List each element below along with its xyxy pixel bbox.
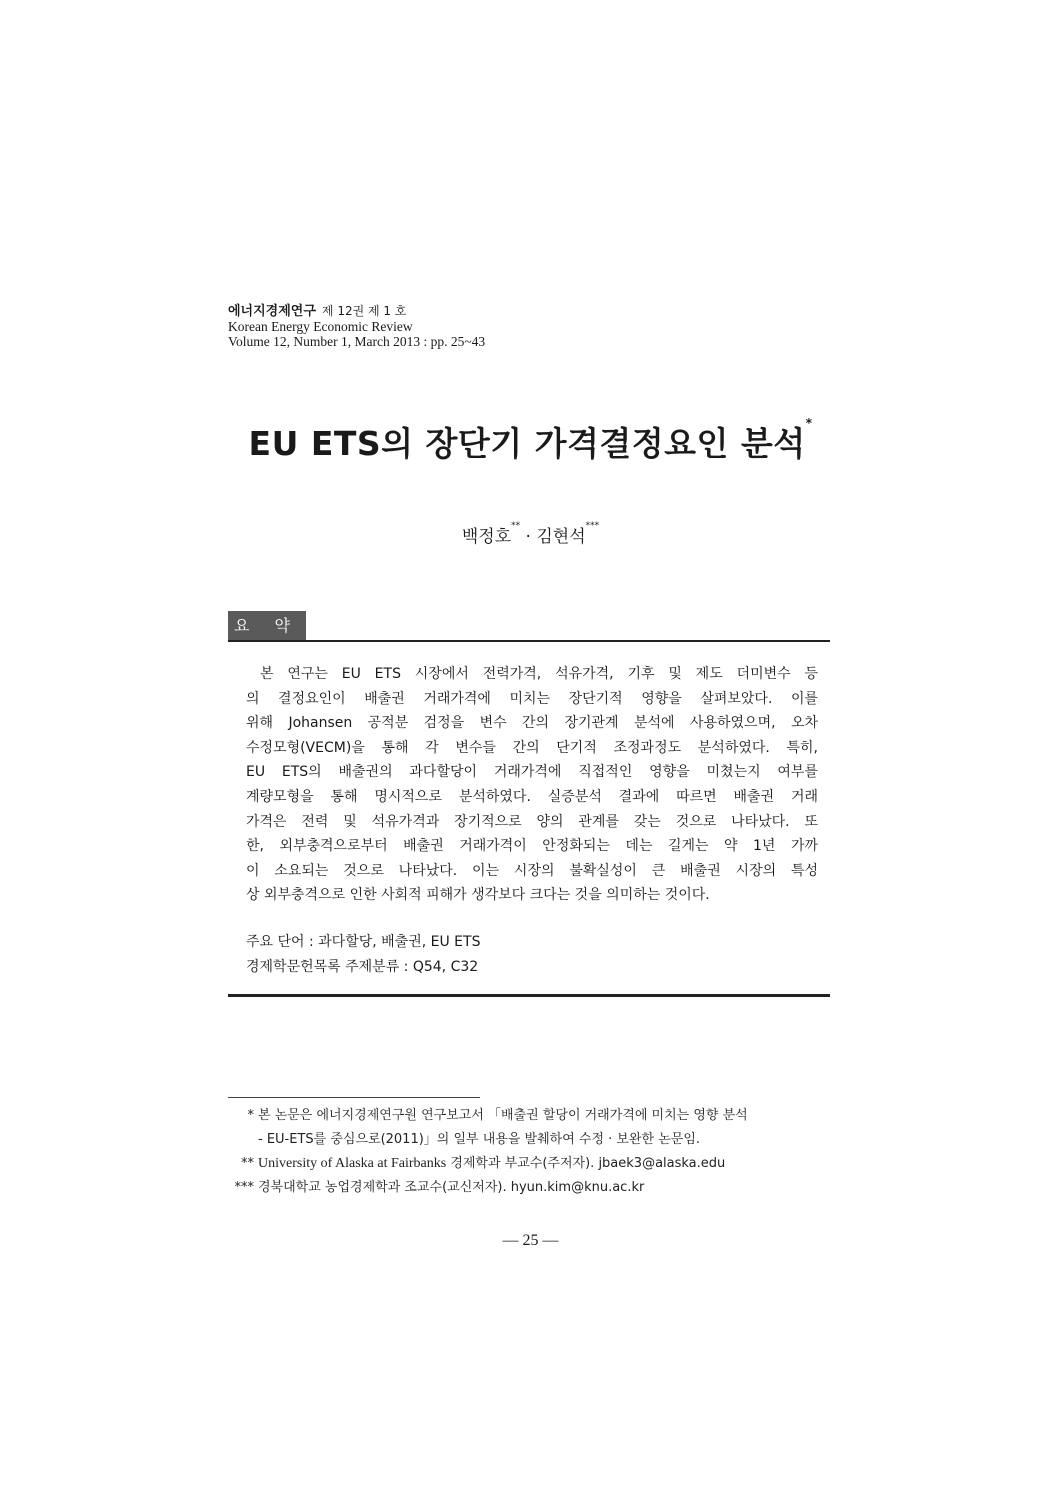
abstract-line: 가격은 전력 및 석유가격과 장기적으로 양의 관계를 갖는 것으로 나타났다. 또 bbox=[246, 813, 818, 830]
abstract-line: 상 외부충격으로 인한 사회적 피해가 생각보다 크다는 것을 의미하는 것이다. bbox=[246, 887, 710, 904]
paper-title bbox=[0, 418, 1061, 465]
title-footnote-marker: * bbox=[805, 416, 813, 430]
footnote-3-text: 경북대학교 농업경제학과 조교수(교신저자). hyun.kim@knu.ac.kr bbox=[258, 1180, 645, 1195]
abstract-top-rule bbox=[228, 640, 830, 642]
author-2: 김현석 bbox=[536, 527, 586, 547]
footnote-rule bbox=[228, 1097, 480, 1098]
abstract-body bbox=[246, 662, 818, 908]
journal-name-en: Korean Energy Economic Review bbox=[228, 319, 413, 334]
author-2-marker: *** bbox=[585, 521, 600, 531]
journal-volume-kr: 제 12권 제 1 호 bbox=[321, 304, 407, 318]
abstract-line: 계량모형을 통해 명시적으로 분석하였다. 실증분석 결과에 따르면 배출권 거래 bbox=[246, 788, 818, 805]
abstract-line: 수정모형(VECM)을 통해 각 변수들 간의 단기적 조정과정도 분석하였다. 특히, bbox=[246, 739, 818, 756]
footnote-1-continuation: - EU-ETS를 중심으로(2011)」의 일부 내용을 발췌하여 수정 · 보완한 논문임. bbox=[258, 1132, 701, 1147]
abstract-line: 본 연구는 EU ETS 시장에서 전력가격, 석유가격, 기후 및 제도 더미변수 등 bbox=[260, 666, 818, 682]
journal-name-line bbox=[228, 304, 485, 319]
abstract-line: EU ETS의 배출권의 과다할당이 거래가격에 직접적인 영향을 미쳤는지 여부를 bbox=[246, 764, 818, 781]
keywords-line: 주요 단어 : 과다할당, 배출권, EU ETS bbox=[246, 934, 481, 950]
keywords-block bbox=[246, 930, 480, 980]
journal-name-kr: 에너지경제연구 bbox=[228, 304, 316, 319]
footnote-2-text: 경제학과 부교수(주저자). jbaek3@alaska.edu bbox=[446, 1156, 726, 1171]
footnote-1 bbox=[232, 1104, 748, 1128]
footnote-2-marker: ** bbox=[241, 1156, 254, 1171]
footnote-3-marker: *** bbox=[234, 1180, 254, 1195]
jel-classification-line: 경제학문헌목록 주제분류 : Q54, C32 bbox=[246, 959, 479, 975]
footnotes bbox=[232, 1104, 748, 1200]
abstract-line: 의 결정요인이 배출권 거래가격에 미치는 장단기적 영향을 살펴보았다. 이를 bbox=[246, 690, 818, 707]
author-1: 백정호 bbox=[461, 527, 512, 547]
journal-header bbox=[228, 304, 485, 349]
abstract-line: 한, 외부충격으로부터 배출권 거래가격이 안정화되는 데는 길게는 약 1년 가까 bbox=[246, 838, 818, 855]
footnote-3 bbox=[232, 1176, 748, 1200]
footnote-1-line-1: 본 논문은 에너지경제연구원 연구보고서 「배출권 할당이 거래가격에 미치는 영향 분석 bbox=[258, 1108, 748, 1123]
abstract-bottom-rule bbox=[228, 994, 830, 997]
abstract-line: 위해 Johansen 공적분 검정을 변수 간의 장기관계 분석에 사용하였으며, 오차 bbox=[246, 715, 818, 732]
journal-issue-line: Volume 12, Number 1, March 2013 : pp. 25~43 bbox=[228, 334, 486, 349]
author-1-marker: ** bbox=[511, 521, 521, 531]
author-line bbox=[0, 522, 1061, 547]
abstract-line: 이 소요되는 것으로 나타났다. 이는 시장의 불확실성이 큰 배출권 시장의 특성 bbox=[246, 862, 818, 879]
footnote-1-marker: * bbox=[247, 1108, 254, 1123]
footnote-2 bbox=[232, 1152, 748, 1176]
author-separator: · bbox=[520, 527, 537, 547]
abstract-label: 요 약 bbox=[228, 611, 306, 641]
footnote-2-affiliation: University of Alaska at Fairbanks bbox=[258, 1156, 447, 1171]
paper-title-text: EU ETS의 장단기 가격결정요인 분석 bbox=[248, 424, 806, 463]
page-number: — 25 — bbox=[502, 1232, 559, 1249]
